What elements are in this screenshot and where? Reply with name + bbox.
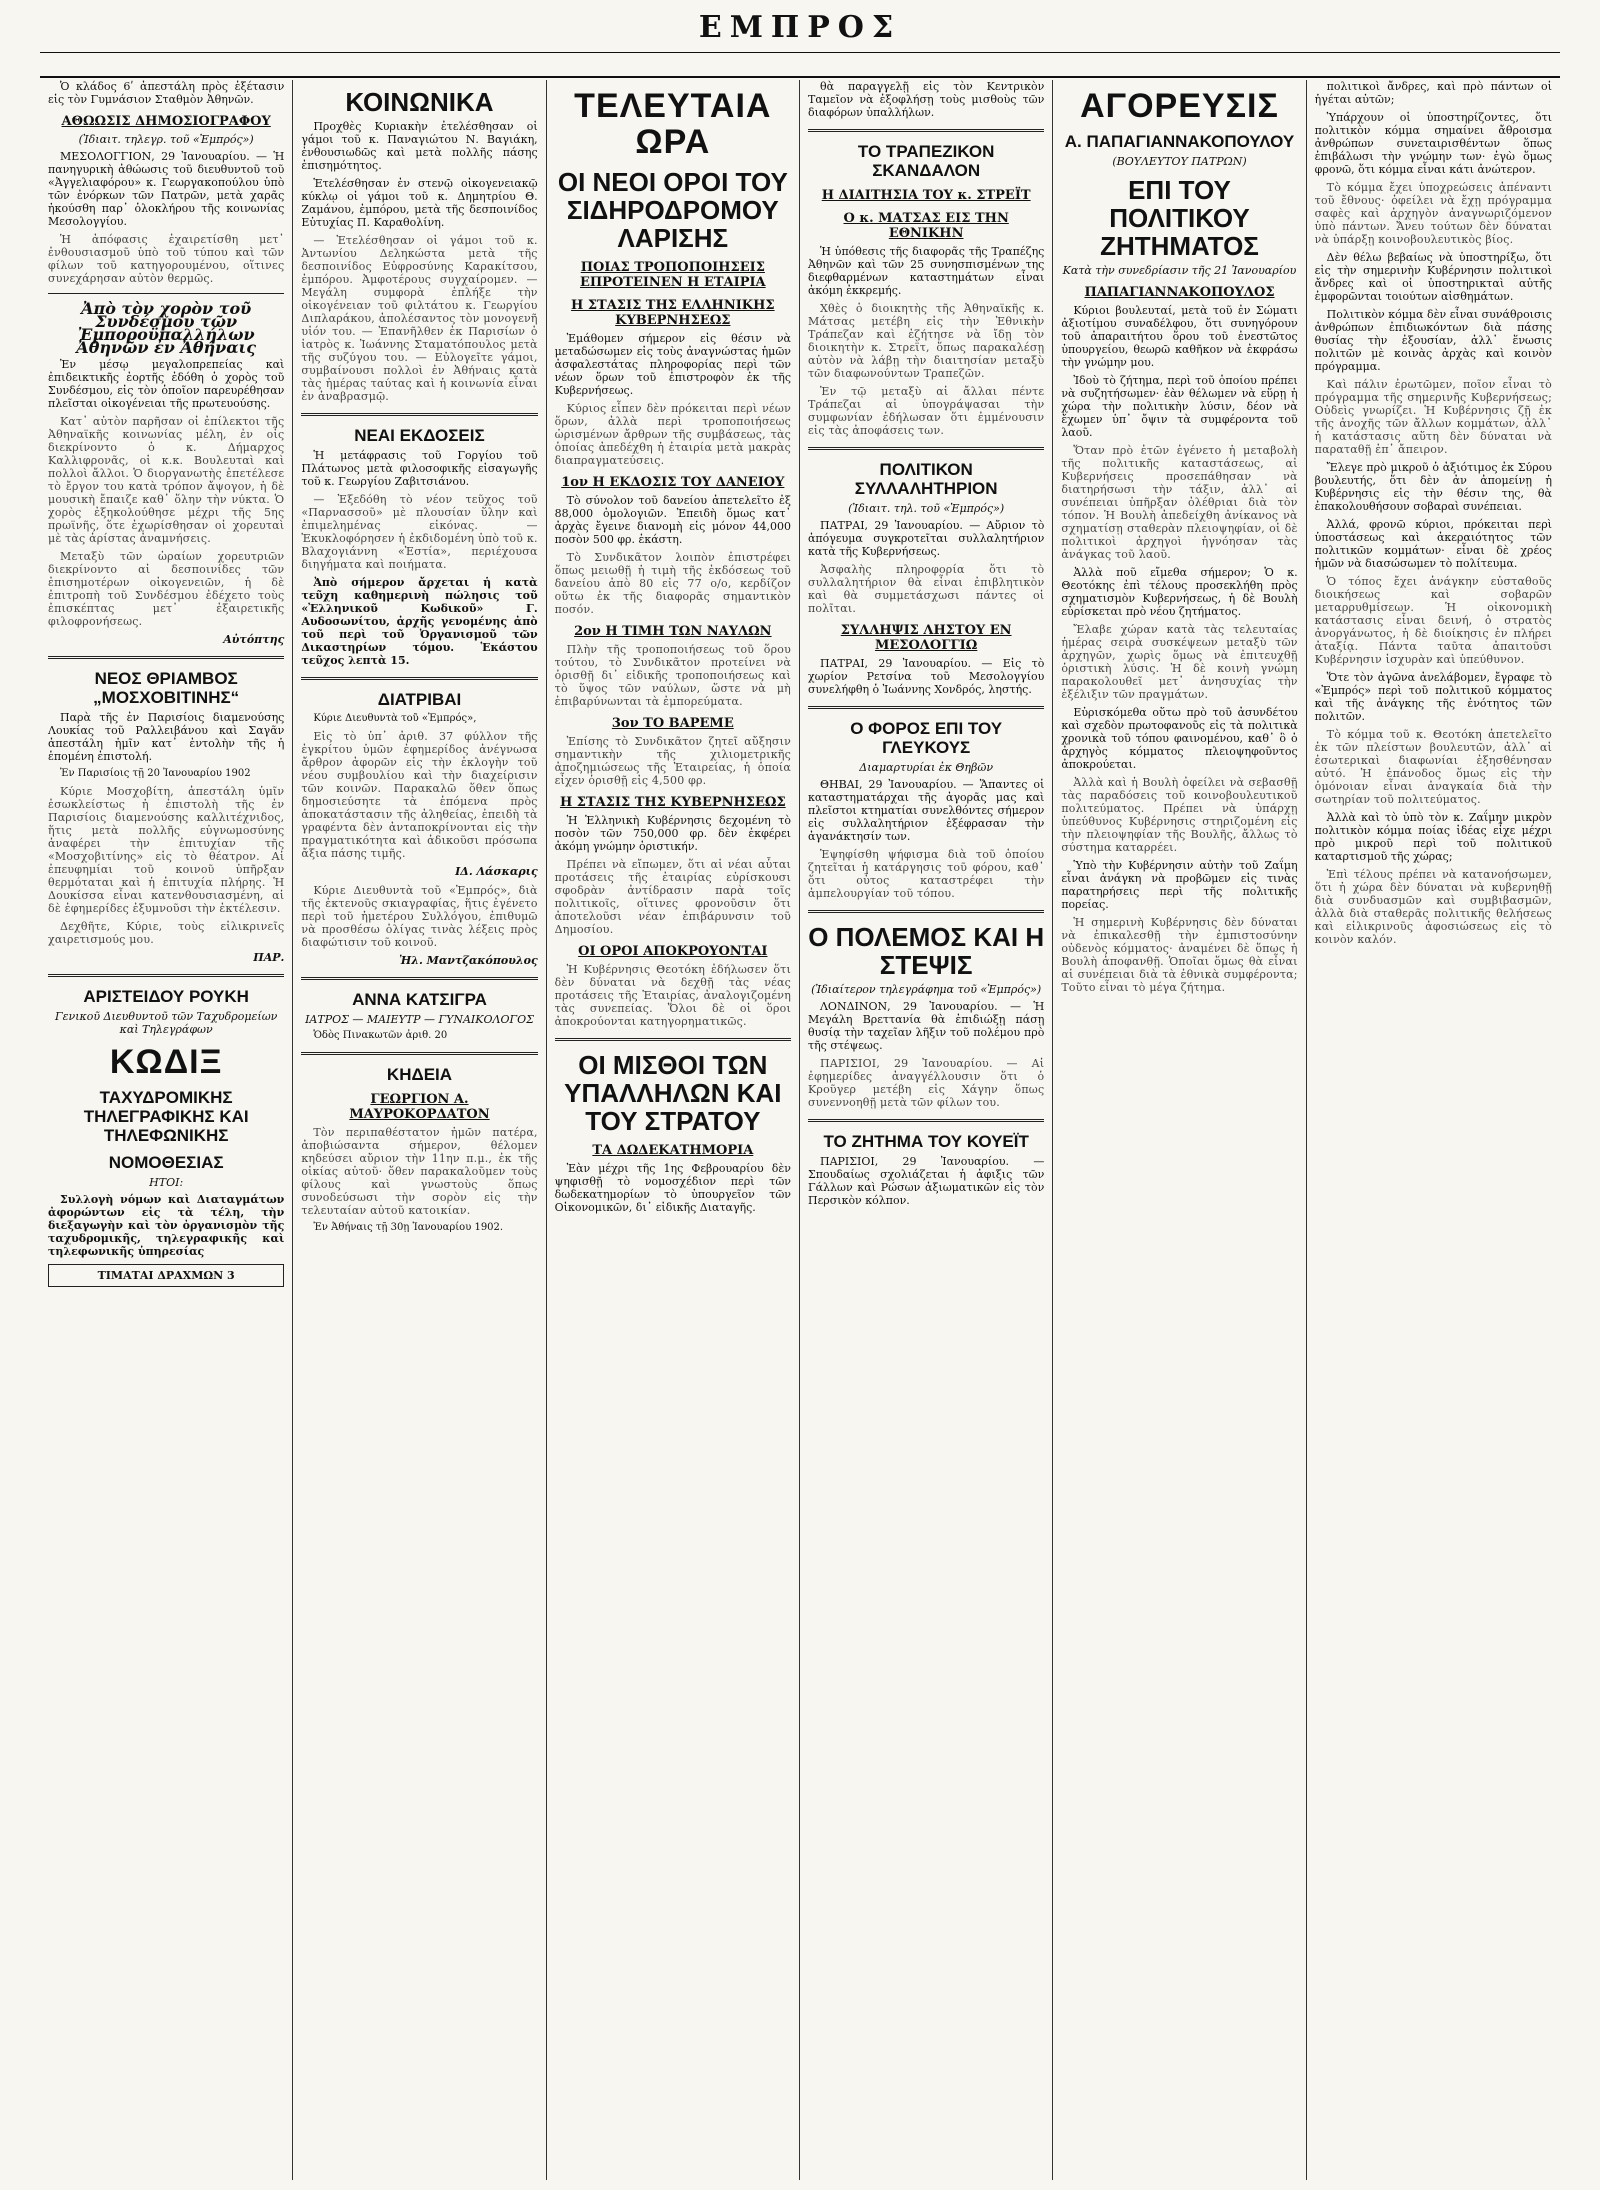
divider bbox=[808, 706, 1044, 709]
divider bbox=[808, 129, 1044, 132]
article-body: ΘΗΒΑΙ, 29 Ἰανουαρίου. — Ἅπαντες οἱ καταστηματάρχαι τῆς ἀγορᾶς μας καὶ πλεῖστοι κτηματίαι συνελθόντες σήμερον εἰς συλλαλητήριον ἐξέφρασαν τὴν ἀγανάκτησίν των. bbox=[807, 778, 1045, 843]
subhead-loan: 1ον Η ΕΚΔΟΣΙΣ ΤΟΥ ΔΑΝΕΙΟΥ bbox=[561, 475, 785, 490]
article-body-cont: Τὸ κόμμα ἔχει ὑποχρεώσεις ἀπέναντι τοῦ ἔθνους· ὀφείλει νὰ ἔχῃ πρόγραμμα σαφὲς καὶ ἀρχηγὸν ἀναγνωριζόμενον ὑπὸ πάντων. Ἄνευ τούτων δὲν δύναται νὰ ὑπάρξῃ κοινοβουλευτικὸς βίος. bbox=[1314, 181, 1552, 246]
article-body: ΜΕΣΟΛΟΓΓΙΟΝ, 29 Ἰανουαρίου. — Ἡ πανηγυρικὴ ἀθώωσις τοῦ διευθυντοῦ τοῦ «Ἀγγελιαφόρου» κ. Γεωργακοπούλου ὑπὸ τῶν ἐνόρκων τῶν Πατρῶν, μετὰ χαρᾶς ἠκούσθη παρ᾽ ὁλοκλήρου τῆς κοινωνίας Μεσολογγίου. bbox=[48, 150, 285, 228]
article-body: ΠΑΤΡΑΙ, 29 Ἰανουαρίου. — Εἰς τὸ χωρίον Ρετσίνα τοῦ Μεσολογγίου συνελήφθη ὁ Ἰωάννης Χονδρός, ληστής. bbox=[807, 657, 1045, 696]
headline-speaker: Α. ΠΑΠΑΓΙΑΝΝΑΚΟΠΟΥΛΟΥ bbox=[1064, 132, 1295, 151]
headline-bandit-arrest: ΣΥΛΛΗΨΙΣ ΛΗΣΤΟΥ ΕΝ ΜΕΣΟΛΟΓΓΙΩ bbox=[840, 623, 1012, 653]
ad-price: ΤΙΜΑΤΑΙ ΔΡΑΧΜΩΝ 3 bbox=[48, 1264, 284, 1287]
article-body: Ἐν μέσῳ μεγαλοπρεπείας καὶ ἐπιδεικτικῆς ἐορτῆς ἐδόθη ὁ χορὸς τοῦ Συνδέσμου, εἰς τὸν ὁποῖον παρευρέθησαν πλεῖσται οἰκογένειαι τῆς πρωτευούσης. bbox=[48, 358, 285, 410]
funeral-notice-body: Τὸν περιπαθέστατον ἡμῶν πατέρα, ἀποβιώσαντα σήμερον, θέλομεν κηδεύσει αὔριον τὴν 11ην π.μ., ἐκ τῆς οἰκίας αὐτοῦ· ὅθεν παρακαλοῦμεν τοὺς φίλους καὶ γνωστοὺς ὅπως συνοδεύσωσι τὴν σορὸν εἰς τὴν τελευταίαν αὐτοῦ κατοικίαν. bbox=[301, 1126, 538, 1217]
telegram-note: (Ἰδιαίτερον τηλεγράφημα τοῦ «Ἐμπρός») bbox=[811, 983, 1042, 996]
article-body-cont: Ἡ ἀπόφασις ἐχαιρετίσθη μετ᾽ ἐνθουσιασμοῦ ὑπὸ τοῦ τύπου καὶ τῶν φίλων τοῦ κατηγορουμένου, οἵτινες συνεχάρησαν αὐτὸν θερμῶς. bbox=[48, 233, 285, 285]
article-body-cont: Μεταξὺ τῶν ὡραίων χορευτριῶν διεκρίνοντο αἱ δεσποινίδες τῶν ἐπισημοτέρων οἰκογενειῶν, ἡ δὲ ἐπιτροπὴ τοῦ Συνδέσμου ἐδέχετο τοὺς ἐπισκέπτας μετ᾽ ἐξαιρετικῆς φιλοφρονήσεως. bbox=[48, 550, 285, 628]
announcement: Ἀπὸ σήμερον ἄρχεται ἡ κατὰ τεῦχη καθημερινὴ πώλησις τοῦ «Ἐλληνικοῦ Κωδικοῦ» Γ. Αυδοσωνίτου, ἀρχῆς γενομένης ἀπὸ τοῦ περὶ τοῦ Ὀργανισμοῦ τῶν Δικαστηρίων τόμου. Ἑκάστου τεῦχος λεπτὰ 15. bbox=[301, 576, 538, 667]
article-body: ΠΑΤΡΑΙ, 29 Ἰανουαρίου. — Αὔριον τὸ ἀπόγευμα συγκροτεῖται συλλαλητήριον κατὰ τῆς Κυβερνήσεως. bbox=[807, 519, 1045, 558]
ad-doctor-address: Ὁδὸς Πινακωτῶν ἀριθ. 20 bbox=[313, 1030, 448, 1041]
funeral-notice-name: ΓΕΩΡΓΙΟΝ Α. ΜΑΥΡΟΚΟΡΔΑΤΟΝ bbox=[349, 1092, 490, 1122]
ad-author: ΑΡΙΣΤΕΙΔΟΥ ΡΟΥΚΗ bbox=[83, 987, 249, 1006]
letter-body: Κύριε Μοσχοβίτη, ἀπεστάλη ὑμῖν ἐσωκλείστως ἡ ἐπιστολὴ τῆς ἐν Παρισίοις διαμενούσης καλλιτέχνιδος, ἥτις μετὰ πολλῆς εὐγνωμοσύνης ἀναφέρει τὴν ἐπιτυχίαν τῆς «Μοσχοβιτίνης» εἰς τὸ θέατρον. Αἱ ἐπευφημίαι τοῦ κοινοῦ ὑπῆρξαν θερμόταται καὶ ἡ ἐπιτυχία πλήρης. Ἡ Δουκίσσα εἶναι κατενθουσιασμένη, αἱ δὲ ἐφημερίδες ἐξυμνοῦσι τὴν ἐκτέλεσιν. bbox=[48, 785, 285, 915]
ad-code-title: ΚΩΔΙΞ bbox=[109, 1043, 223, 1081]
article-body-cont: Πρέπει νὰ εἴπωμεν, ὅτι αἱ νέαι αὗται προτάσεις τῆς ἐταιρίας εὐρίσκουσι σφοδρὰν ἀντίδρασιν παρὰ τοῖς πολιτικοῖς, οἵτινες φρονοῦσιν ὅτι ἀποτελοῦσι νέαν ἐπιβάρυνσιν τοῦ Δημοσίου. bbox=[554, 858, 791, 936]
article-body: Ὑπὸ τὴν Κυβέρνησιν αὐτὴν τοῦ Ζαΐμη εἶναι ἀνάγκη νὰ προβῶμεν εἰς τινὰς παρατηρήσεις περὶ τῆς πολιτικῆς πορείας. bbox=[1061, 859, 1298, 911]
divider bbox=[555, 1038, 791, 1041]
telegram-note: (Ἰδιαιτ. τηλεγρ. τοῦ «Ἐμπρός») bbox=[78, 133, 254, 146]
columns bbox=[40, 80, 1560, 2180]
divider bbox=[48, 974, 284, 977]
divider bbox=[301, 677, 537, 680]
article-body-cont: Ὁ τόπος ἔχει ἀνάγκην εὐσταθοῦς διοικήσεως καὶ σοβαρῶν μεταρρυθμίσεων. Ἡ οἰκονομικὴ κατάστασις εἶναι δεινή, ὁ στρατὸς ἀνοργάνωτος, ἡ δὲ διοίκησις ἐν πλήρει ἀταξίᾳ. Πάντα ταῦτα ἀπαιτοῦσι Κυβέρνησιν ἰσχυρὰν καὶ ὑπεύθυνον. bbox=[1314, 575, 1552, 666]
signature: ΙΔ. Λάσκαρις bbox=[455, 865, 538, 878]
ad-doctor-title: ΙΑΤΡΟΣ — ΜΑΙΕΥΤΡ — ΓΥΝΑΙΚΟΛΟΓΟΣ bbox=[305, 1013, 534, 1026]
signature: Ἠλ. Μαντζακόπουλος bbox=[399, 954, 538, 967]
headline-social: ΚΟΙΝΩΝΙΚΑ bbox=[345, 87, 494, 117]
article-body-cont: Ἡ Κυβέρνησις Θεοτόκη ἐδήλωσεν ὅτι δὲν δύναται νὰ δεχθῇ τὰς νέας προτάσεις τῆς Ἑταιρίας, ἀναλογιζομένη τὰς συνεπείας. Ὅλοι δὲ οἱ ὅροι ἀποκρούονται κατηγορηματικῶς. bbox=[554, 963, 791, 1028]
column-2 bbox=[293, 80, 546, 2180]
signature: Αὐτόπτης bbox=[223, 633, 285, 646]
article-body: Ἔλεγε πρὸ μικροῦ ὁ ἀξιότιμος ἐκ Σύρου βουλευτής, ὅτι δὲν ἀν ἀπομείνῃ ἡ Κυβέρνησις εἰς τὴν θέσιν της, θὰ ἐπακολουθήσουν σοβαραὶ συνέπειαι. bbox=[1314, 461, 1552, 513]
letter-body: Κύριε Διευθυντὰ τοῦ «Ἐμπρός», διὰ τῆς ἐκτενοῦς σκιαγραφίας, ἥτις ἐγένετο περὶ τοῦ ἡμετέρου Συλλόγου, ἐπιθυμῶ νὰ προσθέσω ὀλίγας τινὰς λέξεις πρὸς διαφώτισιν τοῦ κοινοῦ. bbox=[301, 884, 538, 949]
article-body: Ὑπάρχουν οἱ ὑποστηρίζοντες, ὅτι πολιτικὸν κόμμα σημαίνει ἄθροισμα ἀνθρώπων συνεταιρισθέντων ὅπως ἐπιβάλωσι τὴν γνώμην των· ἐγὼ ὅμως φρονῶ, ὅτι κόμμα εἶναι κάτι ἀνώτερον. bbox=[1314, 111, 1552, 176]
article-body-cont: Τὸ κόμμα τοῦ κ. Θεοτόκη ἀπετελεῖτο ἐκ τῶν πλείστων βουλευτῶν, ἀλλ᾽ αἱ ἐσωτερικαὶ διαφωνίαι ἐξησθένησαν αὐτό. Ἡ ἐπάνοδος ὅμως εἰς τὴν ὁμόνοιαν εἶναι ἀναγκαία διὰ τὴν σωτηρίαν τοῦ πολιτεύματος. bbox=[1314, 728, 1552, 806]
subhead-amendments: ΠΟΙΑΣ ΤΡΟΠΟΠΟΙΗΣΕΙΣ ΕΠΡΟΤΕΙΝΕΝ Η ΕΤΑΙΡΙΑ bbox=[579, 260, 766, 290]
divider bbox=[301, 977, 537, 980]
headline-triumph: ΝΕΟΣ ΘΡΙΑΜΒΟΣ „ΜΟΣΧΟΒΙΤΙΝΗΣ“ bbox=[93, 669, 240, 707]
article-body-cont: Πλὴν τῆς τροποποιήσεως τοῦ ὅρου τούτου, τὸ Συνδικᾶτον προτείνει νὰ ὁρισθῇ δι᾽ εἰδικῆς τροποποιήσεως καὶ τὸ ὕψος τῶν ναύλων, ὥστε νὰ μὴ ἐπιβαρύνωνται τὰ ἐμπορεύματα. bbox=[554, 643, 791, 708]
article-body: Ἡ ὑπόθεσις τῆς διαφορᾶς τῆς Τραπέζης Ἀθηνῶν καὶ τῶν 25 συνησπισμένων της διεφθαρμένων καταστημάτων εἶναι ἀκόμη ἐκκρεμής. bbox=[807, 245, 1045, 297]
telegram-note: (Ἰδιαιτ. τηλ. τοῦ «Ἐμπρός») bbox=[848, 502, 1005, 515]
headline-political-rally: ΠΟΛΙΤΙΚΟΝ ΣΥΛΛΑΛΗΤΗΡΙΟΝ bbox=[854, 460, 998, 498]
article-body: Ἀλλὰ καὶ τὸ ὑπὸ τὸν κ. Ζαΐμην μικρὸν πολιτικὸν κόμμα ποίας ἰδέας εἶχε μέχρι πρὸ μικροῦ περὶ τοῦ πολιτικοῦ καταρτισμοῦ τῆς χώρας; bbox=[1314, 811, 1552, 863]
article-body-cont: Ἐπὶ τέλους πρέπει νὰ κατανοήσωμεν, ὅτι ἡ χώρα δὲν δύναται νὰ κυβερνηθῇ διὰ συνδυασμῶν καὶ συμβιβασμῶν, ἀλλὰ διὰ σταθερᾶς πολιτικῆς θελήσεως καὶ εἰλικρινοῦς ἀφοσιώσεως εἰς τὸ κοινὸν καλόν. bbox=[1314, 868, 1552, 946]
speaker-title: (ΒΟΥΛΕΥΤΟΥ ΠΑΤΡΩΝ) bbox=[1112, 155, 1247, 168]
masthead-rule bbox=[40, 52, 1560, 53]
divider bbox=[301, 413, 537, 416]
article-body: Παρὰ τῆς ἐν Παρισίοις διαμενούσης Λουκίας τοῦ Ραλλειβάνου καὶ Σαγᾶν ἀπεστάλη ἡμῖν κατ᾽ ἐντολὴν τῆς ἡ ἑπομένη ἐπιστολή. bbox=[48, 711, 285, 763]
article-body: ΠΑΡΙΣΙΟΙ, 29 Ἰανουαρίου. — Σπουδαίως σχολιάζεται ἡ ἀφιξις τῶν Γάλλων καὶ Ρώσων ἀξιωματικῶν εἰς τὸν Περσικὸν κόλπον. bbox=[807, 1155, 1045, 1207]
article-body: Πολιτικὸν κόμμα δὲν εἶναι συνάθροισις ἀνθρώπων ἐπιδιωκόντων διὰ πάσης θυσίας τὴν ἐξουσίαν, ἀλλ᾽ ἕνωσις πολιτῶν μὲ κοινὰς ἀρχὰς καὶ κοινὸν πρόγραμμα. bbox=[1314, 308, 1552, 373]
letter-body: Εἰς τὸ ὑπ᾽ ἀριθ. 37 φύλλον τῆς ἐγκρίτου ὑμῶν ἐφημερίδος ἀνέγνωσα ἄρθρον ἀφορῶν εἰς τὴν ἐκλογὴν τοῦ νέου συμβουλίου καὶ τὴν διαχείρισιν τῶν κοινῶν. Παρακαλῶ ὅθεν ὅπως δημοσιεύσητε τὰ ἑπόμενα πρὸς ἀποκατάστασιν τῆς ἀληθείας, ἐπειδὴ τὰ γραφέντα δὲν ἀνταποκρίνονται εἰς τὴν πραγματικότητα καὶ ἀδικοῦσι πρόσωπα ἄξια πάσης τιμῆς. bbox=[301, 730, 538, 860]
article-body-cont: Καὶ πάλιν ἐρωτῶμεν, ποῖον εἶναι τὸ πρόγραμμα τῆς σημερινῆς Κυβερνήσεως; Οὐδεὶς γνωρίζει. Ἡ Κυβέρνησις ζῇ ἐκ τῆς ἀνοχῆς τῶν ἄλλων κομμάτων, ἀλλ᾽ ἡ κατάστασις αὕτη δὲν δύναται νὰ παραταθῇ ἐπ᾽ ἄπειρον. bbox=[1314, 378, 1552, 456]
subhead-gov-stance-2: Η ΣΤΑΣΙΣ ΤΗΣ ΚΥΒΕΡΝΗΣΕΩΣ bbox=[559, 795, 786, 810]
article-body-cont: Ἐπίσης τὸ Συνδικᾶτον ζητεῖ αὔξησιν σημαντικὴν τῆς χιλιομετρικῆς ἀποζημιώσεως τῆς Ἑταιρείας, ἡ ὁποία εἶχεν ὁρισθῇ εἰς 4,500 φρ. bbox=[554, 735, 791, 787]
article-body: Ἐὰν μέχρι τῆς 1ης Φεβρουαρίου δὲν ψηφισθῇ τὸ νομοσχέδιον περὶ τῶν δωδεκατημορίων τὸ ὑπουργεῖον τῶν Οἰκονομικῶν, δι᾽ εἰδικῆς Διαταγῆς. bbox=[554, 1162, 791, 1214]
column-3 bbox=[547, 80, 800, 2180]
article-body: Ἰδοὺ τὸ ζήτημα, περὶ τοῦ ὁποίου πρέπει νὰ συζητήσωμεν· ἐὰν θέλωμεν νὰ εὕρῃ ἡ χώρα τὴν πολιτικὴν λύσιν, δέον νὰ ἔχωμεν ὑπ᾽ ὄψιν τὰ συμφέροντα τοῦ λαοῦ. bbox=[1061, 374, 1298, 439]
article-body-cont: Ἔλαβε χώραν κατὰ τὰς τελευταίας ἡμέρας σειρὰ συσκέψεων μεταξὺ τῶν ἀρχηγῶν, χωρὶς ὅμως νὰ ἐπιτευχθῇ ὁριστικὴ λύσις. Ἡ δὲ κοινὴ γνώμη παρακολουθεῖ μετ᾽ ἀνησυχίας τὴν ἐξέλιξιν τῶν πραγμάτων. bbox=[1061, 623, 1298, 701]
subhead-freight: 2ον Η ΤΙΜΗ ΤΩΝ ΝΑΥΛΩΝ bbox=[574, 624, 772, 639]
headline-salaries: ΟΙ ΜΙΣΘΟΙ ΤΩΝ ΥΠΑΛΛΗΛΩΝ ΚΑΙ ΤΟΥ ΣΤΡΑΤΟΥ bbox=[564, 1050, 782, 1136]
article-body: ΛΟΝΔΙΝΟΝ, 29 Ἰανουαρίου. — Ἡ Μεγάλη Βρεττανία θὰ ἐπιδιώξῃ πάσῃ θυσίᾳ τὴν ταχεῖαν λῆξιν τοῦ πολέμου πρὸ τῆς στέψεως. bbox=[807, 1000, 1045, 1052]
article-body: Τὸ σύνολον τοῦ δανείου ἀπετελεῖτο ἐξ 88,000 ὁμολογιῶν. Ἐπειδὴ ὅμως κατ᾽ ἀρχὰς ἔγεινε διανομὴ εἰς μόνον 44,000 ποσὸν 500 φρ. ἑκάστη. bbox=[554, 494, 791, 546]
article-body-cont: Ἀσφαλὴς πληροφορία ὅτι τὸ συλλαλητήριον θὰ εἶναι ἐπιβλητικὸν καὶ θὰ συμμετάσχωσι πάντες οἱ πολῖται. bbox=[807, 563, 1045, 615]
headline-must-tax: Ο ΦΟΡΟΣ ΕΠΙ ΤΟΥ ΓΛΕΥΚΟΥΣ bbox=[850, 719, 1003, 757]
session-note: Κατὰ τὴν συνεδρίασιν τῆς 21 Ἰανουαρίου bbox=[1062, 264, 1297, 277]
ad-code-legislation: ΝΟΜΟΘΕΣΙΑΣ bbox=[108, 1153, 224, 1172]
subhead-gov-stance: Η ΣΤΑΣΙΣ ΤΗΣ ΕΛΛΗΝΙΚΗΣ ΚΥΒΕΡΝΗΣΕΩΣ bbox=[571, 298, 775, 328]
headline-acquittal: ΑΘΩΩΣΙΣ ΔΗΜΟΣΙΟΓΡΑΦΟΥ bbox=[61, 114, 271, 129]
salutation: Κύριε Διευθυντὰ τοῦ «Ἐμπρός», bbox=[313, 713, 477, 724]
article-body: Δὲν θέλω βεβαίως νὰ ὑποστηρίξω, ὅτι εἰς τὴν σημερινὴν Κυβέρνησιν πολιτικοὶ ἄνδρες καὶ οἱ ὑποστηρικταὶ αὐτῆς ἐμφορῶνται τοιούτων αἰσθημάτων. bbox=[1314, 251, 1552, 303]
ad-code-subtitle: ΤΑΧΥΔΡΟΜΙΚΗΣ ΤΗΛΕΓΡΑΦΙΚΗΣ ΚΑΙ ΤΗΛΕΦΩΝΙΚΗΣ bbox=[83, 1088, 249, 1145]
article-body-cont: Ὅταν πρὸ ἐτῶν ἐγένετο ἡ μεταβολὴ τῆς πολιτικῆς καταστάσεως, αἱ Κυβερνήσεις προσεπάθησαν νὰ διατηρήσωσι τὴν τάξιν, ἀλλ᾽ αἱ συνέπειαι ὑπῆρξαν ὀλέθριαι διὰ τὸν τόπον. Ἡ Βουλὴ ἀπεδείχθη ἀνίκανος νὰ σχηματίσῃ σταθερὰν πλειοψηφίαν, οἱ δὲ πολιτικοὶ ἀρχηγοὶ ἠγνόησαν τὰς ἀνάγκας τοῦ λαοῦ. bbox=[1061, 444, 1298, 561]
article-body: Ἀλλὰ ποῦ εἴμεθα σήμερον; Ὁ κ. Θεοτόκης ἐπὶ τέλους προσεκλήθη πρὸς σχηματισμὸν Κυβερνήσεως, ἡ δὲ Βουλὴ εὑρίσκεται πρὸ νέου ζητήματος. bbox=[1061, 566, 1298, 618]
ad-doctor-name: ΑΝΝΑ ΚΑΤΣΙΓΡΑ bbox=[352, 990, 487, 1009]
article-body-cont: Χθὲς ὁ διοικητὴς τῆς Ἀθηναϊκῆς κ. Μάτσας μετέβη εἰς τὴν Ἐθνικὴν Τράπεζαν καὶ ἐζήτησε νὰ ἴδῃ τὸν διοικητὴν κ. Στρεῒτ, ὅπως παρακαλέσῃ αὐτὸν νὰ λάβῃ τὴν διαιτησίαν μεταξὺ τῶν διαφωνούντων Τραπεζῶν. bbox=[807, 302, 1045, 380]
divider bbox=[808, 1119, 1044, 1122]
headline-kuwait: ΤΟ ΖΗΤΗΜΑ ΤΟΥ ΚΟΥΕΪΤ bbox=[823, 1132, 1029, 1151]
headline-railway: ΟΙ ΝΕΟΙ ΟΡΟΙ ΤΟΥ ΣΙΔΗΡΟΔΡΟΜΟΥ ΛΑΡΙΣΗΣ bbox=[557, 167, 788, 253]
subhead-bareme: 3ον ΤΟ ΒΑΡΕΜΕ bbox=[611, 716, 734, 731]
article-body-cont: Ἐν τῷ μεταξὺ αἱ ἄλλαι πέντε Τράπεζαι αἱ ὑπογράψασαι τὴν συμφωνίαν ἐδήλωσαν ὅτι ἐμμένουσιν εἰς τὰς ἀποφάσεις των. bbox=[807, 385, 1045, 437]
headline-war-coronation: Ο ΠΟΛΕΜΟΣ ΚΑΙ Η ΣΤΕΨΙΣ bbox=[808, 922, 1045, 980]
headline-new-editions: ΝΕΑΙ ΕΚΔΟΣΕΙΣ bbox=[354, 426, 485, 445]
headline-political-issue: ΕΠΙ ΤΟΥ ΠΟΛΙΤΙΚΟΥ ΖΗΤΗΜΑΤΟΣ bbox=[1100, 175, 1259, 261]
article-body-cont: Ἐψηφίσθη ψήφισμα διὰ τοῦ ὁποίου ζητεῖται ἡ κατάργησις τοῦ φόρου, καθ᾽ ὅτι οὗτος καταστρέφει τὴν ἀμπελουργίαν τοῦ τόπου. bbox=[807, 848, 1045, 900]
article-body-cont: — Ἑτελέσθησαν οἱ γάμοι τοῦ κ. Ἀντωνίου Δεληκώστα μετὰ τῆς δεσποινίδος Εὐφροσύνης Καρακίτσου, ἐμπόρου. Ἀμφοτέρους συγχαίρομεν. — Μεγάλη συμφορὰ ἐπλήξε τὴν οἰκογένειαν τοῦ φιλτάτου κ. Γεωργίου Διπλαράκου, ἀπολέσαντος τὸν μονογενῆ υἱόν του. — Ἐπανῆλθεν ἐκ Παρισίων ὁ ἰατρὸς κ. Ἰωάννης Σταματόπουλος μετὰ τῆς συζύγου του. — Εὐλογεῖτε γάμοι, συμβαίνουσι πολλοὶ ἐν Ἀθήναις κατὰ τὰς ἡμέρας ταύτας καὶ ἡ κοινωνία εἶναι ἐν ἀναβρασμῷ. bbox=[301, 234, 538, 403]
subhead-arbitration: Η ΔΙΑΙΤΗΣΙΑ ΤΟΥ κ. ΣΤΡΕΪΤ bbox=[821, 188, 1031, 203]
letter-body: Δεχθῆτε, Κύριε, τοὺς εἰλικρινεῖς χαιρετισμούς μου. bbox=[48, 920, 285, 946]
article-body-cont: ΠΑΡΙΣΙΟΙ, 29 Ἰανουαρίου. — Αἱ ἐφημερίδες ἀναγγέλλουσιν ὅτι ὁ Κροῦγερ μετέβη εἰς Χάγην ὅπως συνεννοηθῇ μετὰ τῶν φίλων του. bbox=[807, 1057, 1045, 1109]
funeral-notice-title: ΚΗΔΕΙΑ bbox=[386, 1065, 453, 1084]
article-body: Ὅτε τὸν ἀγῶνα ἀνελάβομεν, ἔγραφε τὸ «Ἐμπρός» περὶ τοῦ πολιτικοῦ κόμματος καὶ τῆς ἀνάγκης τῆς ἐνότητος τῶν πολιτῶν. bbox=[1314, 671, 1552, 723]
article-body-cont: — Ἐξεδόθη τὸ νέον τεῦχος τοῦ «Παρνασσοῦ» μὲ πλουσίαν ὕλην καὶ ἐπιμελημένας εἰκόνας. — Ἐκυκλοφόρησεν ἡ ἐκδιδομένη ὑπὸ τοῦ κ. Βλαχογιάννη «Ἑστία», περιέχουσα διηγήματα καὶ ποιήματα. bbox=[301, 493, 538, 571]
column-6 bbox=[1307, 80, 1560, 2180]
masthead bbox=[40, 8, 1560, 78]
subhead-matsas: Ο κ. ΜΑΤΣΑΣ ΕΙΣ ΤΗΝ ΕΘΝΙΚΗΝ bbox=[843, 211, 1009, 241]
article-body: Ἡ Ἑλληνικὴ Κυβέρνησις δεχομένη τὸ ποσὸν τῶν 750,000 φρ. δὲν ἐκφέρει ἀκόμη γνώμην ὁριστικήν. bbox=[554, 814, 791, 853]
article-body: Ἑτελέσθησαν ἐν στενῷ οἰκογενειακῷ κύκλῳ οἱ γάμοι τοῦ κ. Δημητρίου Θ. Ζαμάνου, ἐμπόρου, μετὰ τῆς δεσποινίδος Εὐτυχίας Π. Καραθολίνη. bbox=[301, 177, 538, 229]
headline-diatribes: ΔΙΑΤΡΙΒΑΙ bbox=[377, 690, 462, 709]
article-body-cont: Ἡ σημερινὴ Κυβέρνησις δὲν δύναται νὰ ἐπικαλεσθῇ τὴν ἐμπιστοσύνην οὐδενὸς κόμματος· ἀναμένει δὲ ὅπως ἡ Βουλὴ ἀποφανθῇ. Ὁποῖαι ὅμως θὰ εἶναι αἱ συνέπειαι διὰ τὰ ἐθνικὰ συμφέροντα; Τοῦτο εἶναι τὸ μέγα ζήτημα. bbox=[1061, 916, 1298, 994]
article-body: Εὐρισκόμεθα οὕτω πρὸ τοῦ ἀσυνδέτου καὶ σχεδὸν πρωτοφανοῦς εἰς τὰ πολιτικὰ χρονικὰ τοῦ τόπου φαινομένου, καθ᾽ ὃ ὁ ἀρχηγὸς κόμματος πλειοψηφοῦντος ἀποκρούεται. bbox=[1061, 706, 1298, 771]
divider bbox=[48, 293, 284, 294]
article-body: Ἐμάθομεν σήμερον εἰς θέσιν νὰ μεταδώσωμεν εἰς τοὺς ἀναγνώστας ἡμῶν ἀσφαλεστάτας πληροφορίας περὶ τῶν νέων ὅρων τοῦ ἐπιστροφὸν ἐκ τῆς Κυβερνήσεως. bbox=[554, 332, 791, 397]
article-body: Ἡ μετάφρασις τοῦ Γοργίου τοῦ Πλάτωνος μετὰ φιλοσοφικῆς εἰσαγωγῆς τοῦ κ. Γεωργίου Ζαβιτσιάνου. bbox=[301, 449, 538, 488]
article-body-cont: Κύριος εἶπεν δὲν πρόκειται περὶ νέων ὅρων, ἀλλὰ περὶ τροποποιήσεως ὡρισμένων ἄρθρων τῆς συμβάσεως, τὰς ὁποίας ἀπεδέχθη ἡ ἐταιρία μετὰ μακρὰς διαπραγματεύσεις. bbox=[554, 402, 791, 467]
headline-speech: ΑΓΟΡΕΥΣΙΣ bbox=[1080, 87, 1279, 125]
article-body-cont: Τὸ Συνδικᾶτον λοιπὸν ἐπιστρέφει ὅπως μειωθῇ ἡ τιμὴ τῆς ἐκδόσεως τοῦ δανείου ἀπὸ 80 εἰς 77 ο/ο, κερδίζον οὕτω ἐκ τῆς διαφορᾶς σημαντικὸν ποσόν. bbox=[554, 551, 791, 616]
newspaper-title: ΕΜΠΡΟΣ bbox=[698, 10, 902, 45]
headline-last-hour: ΤΕΛΕΥΤΑΙΑ ΩΡΑ bbox=[574, 87, 772, 161]
divider bbox=[808, 447, 1044, 450]
signature: ΠΑΡ. bbox=[253, 951, 285, 964]
intro-text: Ὁ κλάδος 6ʹ ἀπεστάλη πρὸς ἐξέτασιν εἰς τὸν Γυμνάσιον Σταθμὸν Ἀθηνῶν. bbox=[48, 80, 285, 106]
column-1 bbox=[40, 80, 293, 2180]
article-body-cont: Κατ᾽ αὐτὸν παρῆσαν οἱ ἐπίλεκτοι τῆς Ἀθηναϊκῆς κοινωνίας μέλη, ἐν οἷς διεκρίνοντο ὁ κ. Δήμαρχος Καλλιφρονᾶς, οἱ κ.κ. Βουλευταὶ καὶ πολλοὶ ἄλλοι. Ὁ διοργανωτὴς ἐπετέλεσε τὸ ἔργον του κατὰ τρόπον ἄψογον, ἡ δὲ μουσικὴ ἔπαιζε καθ᾽ ὅλην τὴν νύκτα. Ὁ χορὸς ἐξηκολούθησε μέχρι τῆς 5ης πρωϊνῆς, ὅτε ἐχωρίσθησαν οἱ χορευταὶ μὲ τὰς ἀρίστας ἀναμνήσεις. bbox=[48, 415, 285, 545]
ad-description: Συλλογὴ νόμων καὶ Διαταγμάτων ἀφορώντων εἰς τὰ τέλη, τὴν διεξαγωγὴν καὶ τὸν ὀργανισμὸν τῆς ταχυδρομικῆς, τηλεγραφικῆς καὶ τηλεφωνικῆς ὑπηρεσίας bbox=[48, 1193, 285, 1258]
article-body-cont: Ἀλλὰ καὶ ἡ Βουλὴ ὀφείλει νὰ σεβασθῇ τὰς παραδόσεις τοῦ κοινοβουλευτικοῦ πολιτεύματος. Πρέπει νὰ ὑπάρχῃ ὑπεύθυνος Κυβέρνησις στηριζομένη εἰς τὴν πλειοψηφίαν τῆς Βουλῆς, ἄλλως τὸ σύστημα καταρρέει. bbox=[1061, 776, 1298, 854]
funeral-notice-date: Ἐν Ἀθήναις τῇ 30ῃ Ἰανουαρίου 1902. bbox=[313, 1222, 504, 1233]
headline-bank-scandal: ΤΟ ΤΡΑΠΕΖΙΚΟΝ ΣΚΑΝΔΑΛΟΝ bbox=[857, 142, 995, 180]
divider bbox=[301, 1052, 537, 1055]
divider bbox=[48, 656, 284, 659]
subhead-thebes: Διαμαρτυρίαι ἐκ Θηβῶν bbox=[859, 761, 994, 774]
article-body: πολιτικοὶ ἄνδρες, καὶ πρὸ πάντων οἱ ἡγέται αὐτῶν; bbox=[1314, 80, 1552, 106]
subhead-terms-rejected: ΟΙ ΟΡΟΙ ΑΠΟΚΡΟΥΟΝΤΑΙ bbox=[578, 944, 768, 959]
column-4 bbox=[800, 80, 1053, 2180]
divider bbox=[808, 910, 1044, 913]
headline-ball: Ἀπὸ τὸν χορὸν τοῦ Συνδέσμου τῶν Ἐμποροϋπαλλήλων Ἀθηνῶν ἐν Ἀθήναις bbox=[76, 299, 257, 357]
speaker-name: ΠΑΠΑΓΙΑΝΝΑΚΟΠΟΥΛΟΣ bbox=[1084, 285, 1275, 300]
ad-author-title: Γενικοῦ Διευθυντοῦ τῶν Ταχυδρομείων καὶ Τηλεγράφων bbox=[54, 1010, 278, 1036]
article-body: Προχθὲς Κυριακὴν ἐτελέσθησαν οἱ γάμοι τοῦ κ. Παναγιώτου Ν. Βαγιάκη, ἐνθουσιωδῶς καὶ μετὰ πολλῆς πάσης ἐπισημότητος. bbox=[301, 120, 538, 172]
article-body: Κύριοι βουλευταί, μετὰ τοῦ ἐν Σώματι ἀξιοτίμου συναδέλφου, ὅτι συνηγόρουν τοῦ ἀπαραιτήτου ὅρου τοῦ ἐνεστῶτος ὑπουργείου, θεωρῶ καθῆκον νὰ ἐκφράσω τὴν γνώμην μου. bbox=[1061, 304, 1298, 369]
article-body: θὰ παραγγελῇ εἰς τὸν Κεντρικὸν Ταμεῖον νὰ ἐξοφλήσῃ τοὺς μισθοὺς τῶν διαφόρων ὑπαλλήλων. bbox=[807, 80, 1045, 119]
ad-namely: ΗΤΟΙ: bbox=[149, 1176, 184, 1189]
column-5 bbox=[1053, 80, 1306, 2180]
dateline: Ἐν Παρισίοις τῇ 20 Ἰανουαρίου 1902 bbox=[60, 768, 251, 779]
article-body: Ἀλλά, φρονῶ κύριοι, πρόκειται περὶ ὑποστάσεως καὶ ἀκεραιότητος τῶν πολιτικῶν κομμάτων· εἶναι δὲ χρέος ἡμῶν νὰ διασώσωμεν τὸ πολίτευμα. bbox=[1314, 518, 1552, 570]
subhead-twelfths: ΤΑ ΔΩΔΕΚΑΤΗΜΟΡΙΑ bbox=[592, 1143, 754, 1158]
